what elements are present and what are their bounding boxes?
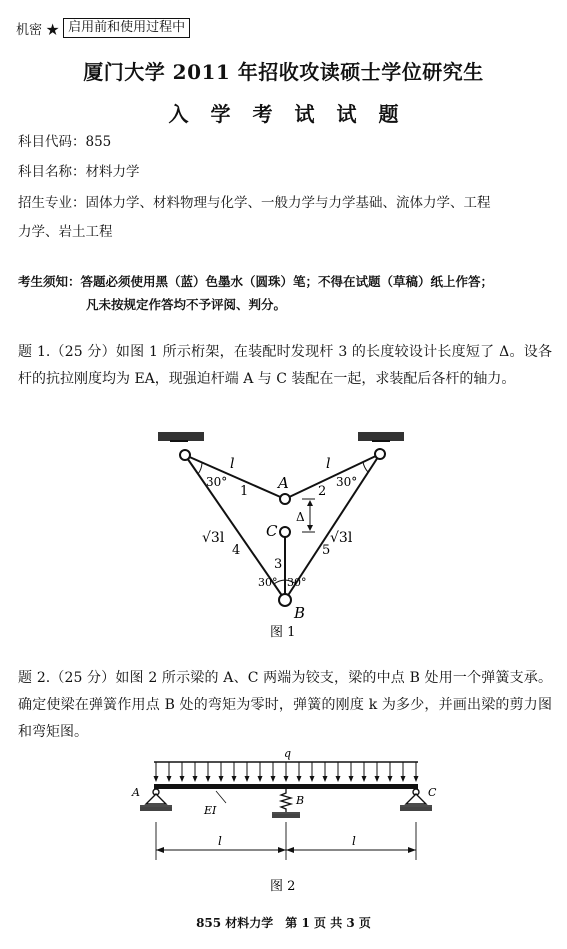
- exam-title: 厦门大学 2011 年招收攻读硕士学位研究生: [83, 60, 484, 84]
- figure-1-truss: [150, 430, 420, 640]
- label-b: B: [296, 794, 305, 807]
- secret-box: 启用前和使用过程中: [63, 18, 190, 38]
- joint-left: [180, 450, 190, 460]
- question-2: 题 2.（25 分）如图 2 所示梁的 A、C 两端为铰支，梁的中点 B 处用一个弹簧支承。确定使梁在弹簧作用点 B 处的弯矩为零时，弹簧的刚度 k 为多少，并画出梁的剪力图和弯矩图。: [18, 670, 552, 740]
- question-1: 题 1.（25 分）如图 1 所示桁架，在装配时发现杆 3 的长度较设计长度短了 Δ。设各杆的抗拉刚度均为 EA，现强迫杆端 A 与 C 装配在一起，求装配后各杆的轴力。: [18, 344, 552, 387]
- subject-code: 科目代码：855: [18, 134, 112, 150]
- secret-header: [16, 18, 190, 38]
- label-sqrt3l-left: √3l: [202, 530, 225, 546]
- label-bar-5: 5: [322, 543, 331, 558]
- support-a: [146, 794, 166, 804]
- label-c: C: [266, 522, 278, 540]
- label-l-right: l: [326, 456, 331, 472]
- load-arrow-head: [245, 776, 250, 782]
- load-arrow-head: [206, 776, 211, 782]
- subject-name: 科目名称：材料力学: [18, 164, 140, 180]
- right-support: [358, 432, 404, 441]
- label-l-left: l: [218, 834, 222, 848]
- exam-subtitle: 入学考试试题: [168, 102, 421, 126]
- load-arrow-head: [349, 776, 354, 782]
- load-arrow-head: [167, 776, 172, 782]
- load-arrow-head: [362, 776, 367, 782]
- label-c: C: [428, 786, 437, 799]
- label-l-right: l: [352, 834, 356, 848]
- joint-right: [375, 449, 385, 459]
- label-a: A: [278, 474, 289, 492]
- label-angle-right: 30°: [336, 475, 358, 489]
- label-angle-b-left: 30°: [258, 576, 278, 589]
- figure-2-caption: 图 2: [270, 879, 296, 894]
- load-arrow-head: [232, 776, 237, 782]
- load-arrow-head: [375, 776, 380, 782]
- joint-a: [280, 494, 290, 504]
- major-line-2: 力学、岩土工程: [18, 224, 113, 240]
- label-angle-b-right: 30°: [287, 576, 307, 589]
- joint-c: [280, 527, 290, 537]
- label-bar-4: 4: [232, 543, 241, 558]
- load-arrow-head: [154, 776, 159, 782]
- load-arrow-head: [388, 776, 393, 782]
- label-q: q: [284, 748, 292, 760]
- load-arrow-head: [193, 776, 198, 782]
- major-line-1: 招生专业：固体力学、材料物理与化学、一般力学与力学基础、流体力学、工程: [18, 195, 491, 211]
- joint-b: [279, 594, 291, 606]
- load-arrow-head: [297, 776, 302, 782]
- load-arrow-head: [414, 776, 419, 782]
- spring-b: [281, 789, 291, 812]
- label-delta: Δ: [296, 510, 305, 524]
- load-arrow-head: [336, 776, 341, 782]
- left-support: [158, 432, 204, 441]
- load-arrow-head: [271, 776, 276, 782]
- notice-line-1: 考生须知：答题必须使用黑（蓝）色墨水（圆珠）笔；不得在试题（草稿）纸上作答；: [18, 274, 494, 289]
- figure-2-beam: [120, 748, 460, 898]
- label-b: B: [294, 604, 306, 622]
- secret-label: 机密 ★: [16, 22, 60, 38]
- label-bar-2: 2: [318, 484, 327, 499]
- load-arrow-head: [323, 776, 328, 782]
- support-c: [406, 794, 426, 804]
- load-arrow-head: [180, 776, 185, 782]
- figure-1-caption: 图 1: [270, 625, 296, 640]
- load-arrow-head: [258, 776, 263, 782]
- beam: [154, 784, 418, 789]
- label-ei: EI: [204, 804, 217, 817]
- label-l-left: l: [230, 456, 235, 472]
- page-footer: 855 材料力学 第 1 页 共 3 页: [196, 916, 371, 930]
- load-arrow-head: [284, 776, 289, 782]
- label-bar-3: 3: [274, 557, 283, 572]
- notice-line-2: 凡未按规定作答均不予评阅、判分。: [86, 297, 287, 312]
- load-arrow-head: [310, 776, 315, 782]
- label-angle-left: 30°: [206, 475, 228, 489]
- load-arrow-head: [401, 776, 406, 782]
- load-arrow-head: [219, 776, 224, 782]
- load-arrows: [154, 762, 419, 782]
- label-sqrt3l-right: √3l: [330, 530, 353, 546]
- label-a: A: [132, 786, 140, 799]
- label-bar-1: 1: [240, 484, 249, 499]
